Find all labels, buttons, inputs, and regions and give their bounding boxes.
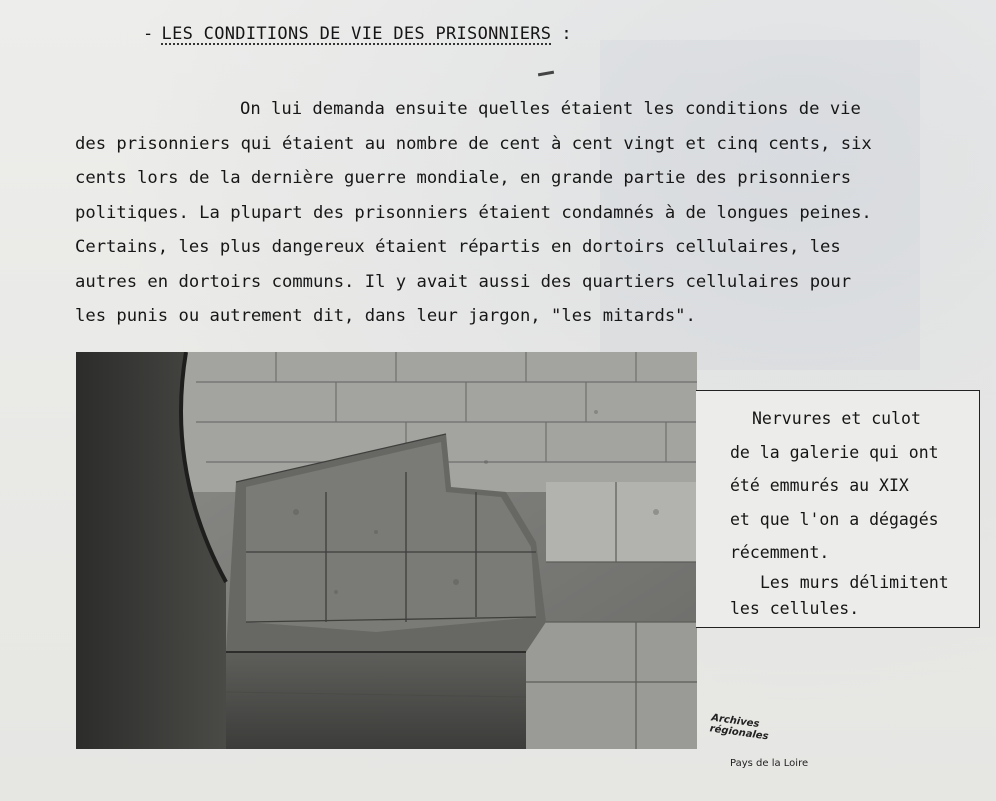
caption-line: été emmurés au XIX — [730, 476, 909, 495]
body-line: cents lors de la dernière guerre mondiale, en grande partie des prisonniers — [75, 168, 852, 188]
body-line: On lui demanda ensuite quelles étaient les conditions de vie — [240, 99, 861, 119]
heading-colon: : — [561, 24, 572, 44]
stamp-sub-text: Pays de la Loire — [730, 758, 809, 769]
ink-mark — [538, 71, 554, 77]
caption-line: les cellules. — [730, 598, 860, 618]
body-line: les punis ou autrement dit, dans leur jargon, "les mitards". — [75, 306, 696, 326]
vault-photograph-image — [76, 352, 697, 749]
caption-line: Nervures et culot — [752, 409, 921, 428]
body-line: autres en dortoirs communs. Il y avait aussi des quartiers cellulaires pour — [75, 271, 852, 292]
heading-dash: - — [143, 24, 154, 44]
section-heading — [143, 24, 572, 44]
heading-title: LES CONDITIONS DE VIE DES PRISONNIERS — [161, 24, 552, 44]
stamp-arc-text: Archives régionales — [709, 712, 770, 743]
caption-line: récemment. — [730, 543, 830, 562]
body-line: politiques. La plupart des prisonniers étaient condamnés à de longues peines. — [75, 202, 872, 223]
body-line: des prisonniers qui étaient au nombre de cent à cent vingt et cinq cents, six — [75, 133, 872, 154]
photo-caption — [730, 402, 949, 622]
archive-stamp — [700, 712, 820, 782]
caption-line: Les murs délimitent — [760, 572, 949, 592]
caption-line: de la galerie qui ont — [730, 442, 939, 462]
vault-photograph — [76, 352, 697, 749]
body-paragraph — [75, 92, 955, 334]
caption-line: et que l'on a dégagés — [730, 509, 939, 529]
body-line: Certains, les plus dangereux étaient répartis en dortoirs cellulaires, les — [75, 237, 841, 257]
